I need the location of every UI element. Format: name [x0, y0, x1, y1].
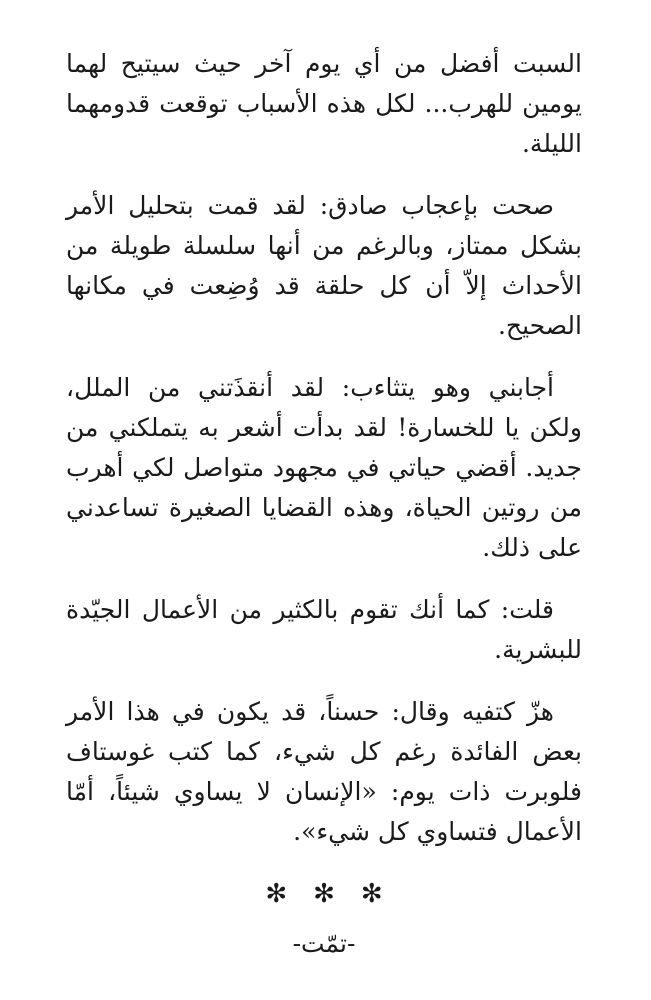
paragraph-4: قلت: كما أنك تقوم بالكثير من الأعمال الجيّدة للبشرية. — [66, 595, 582, 664]
paragraph-5: هزّ كتفيه وقال: حسناً، قد يكون في هذا الأمر بعض الفائدة رغم كل شيء، كما كتب غوستاف فلوبرت ذات يوم: «الإنسان لا يساوي شيئاً، أمّا الأعمال فتساوي كل شيء». — [66, 697, 582, 846]
ending-mark: -تمّت- — [292, 929, 356, 958]
paragraph-2: صحت بإعجاب صادق: لقد قمت بتحليل الأمر بشكل ممتاز، وبالرغم من أنها سلسلة طويلة من الأحداث إلاّ أن كل حلقة قد وُضِعت في مكانها الصحيح. — [66, 191, 582, 340]
paragraph-3: أجابني وهو يتثاءب: لقد أنقذَتني من الملل، ولكن يا للخسارة! لقد بدأت أشعر به يتملكني من جديد. أقضي حياتي في مجهود متواصل لكي أهرب من روتين الحياة، وهذه القضايا الصغيرة تساعدني على ذلك. — [66, 373, 582, 562]
document-page — [66, 44, 582, 964]
section-separator: ✻✻✻ — [265, 879, 409, 909]
paragraph-1: السبت أفضل من أي يوم آخر حيث سيتيح لهما يومين للهرب... لكل هذه الأسباب توقعت قدومهما الليلة. — [66, 49, 582, 158]
